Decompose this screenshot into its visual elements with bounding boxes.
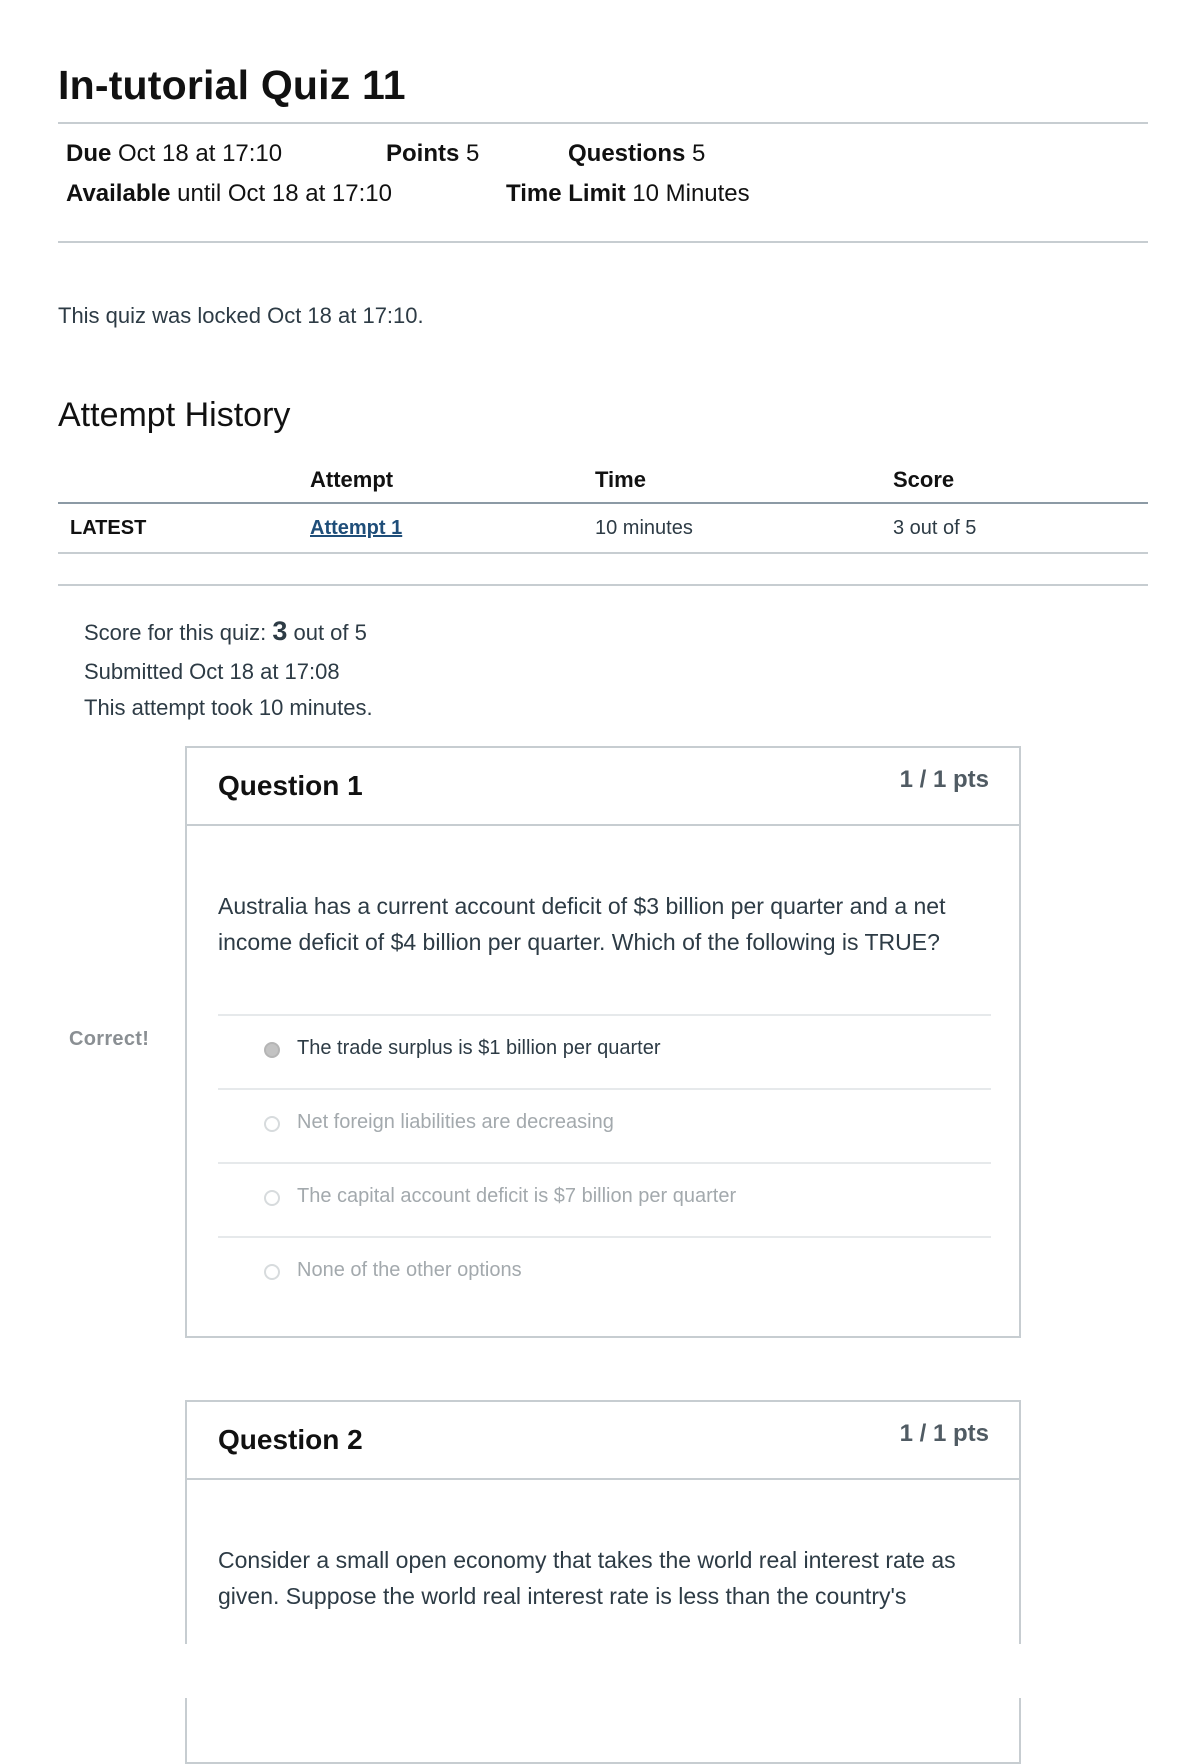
answer-label: Net foreign liabilities are decreasing: [297, 1111, 614, 1133]
table-row: [58, 503, 1148, 553]
answer-option[interactable]: [218, 1014, 991, 1088]
correct-marker-notch: [226, 1018, 244, 1062]
column-header: Attempt: [298, 458, 583, 503]
attempt-duration: This attempt took 10 minutes.: [84, 695, 373, 720]
answer-option[interactable]: [218, 1162, 991, 1236]
radio-icon[interactable]: [264, 1116, 280, 1132]
question-card: [185, 746, 1021, 1338]
divider: [58, 584, 1148, 586]
question-text: Consider a small open economy that takes the world real interest rate as given. Suppose the world real interest rate is less than the country's: [218, 1547, 956, 1609]
divider: [58, 122, 1148, 124]
question-points: 1 / 1 pts: [899, 1420, 989, 1447]
column-header: Time: [583, 458, 881, 503]
question-header: [187, 748, 1019, 826]
questions-info: Questions 5: [568, 140, 706, 167]
due-info: Due Oct 18 at 17:10: [66, 140, 283, 167]
question-points: 1 / 1 pts: [899, 766, 989, 793]
attempt-history-heading: Attempt History: [58, 396, 291, 434]
time-limit-info: Time Limit 10 Minutes: [506, 180, 750, 207]
page-title: In-tutorial Quiz 11: [58, 62, 406, 108]
page-bottom-margin: [0, 1644, 1200, 1698]
radio-icon[interactable]: [264, 1190, 280, 1206]
answer-label: The capital account deficit is $7 billion per quarter: [297, 1185, 737, 1207]
score-summary: Score for this quiz: 3 out of 5: [84, 616, 367, 646]
radio-selected-icon[interactable]: [264, 1042, 280, 1058]
answer-option[interactable]: [218, 1088, 991, 1162]
correct-answer-tag: Correct!: [69, 1028, 150, 1050]
attempt-time: 10 minutes: [583, 503, 881, 553]
attempt-history-table: [58, 458, 1148, 554]
question-header: [187, 1402, 1019, 1480]
question-title: Question 1: [218, 770, 363, 801]
column-header: [58, 458, 298, 503]
radio-icon[interactable]: [264, 1264, 280, 1280]
answer-label: The trade surplus is $1 billion per quarter: [297, 1037, 661, 1059]
column-header: Score: [881, 458, 1148, 503]
score-value: 3: [272, 616, 288, 646]
answer-label: None of the other options: [297, 1259, 522, 1281]
latest-tag: LATEST: [58, 503, 298, 553]
points-info: Points 5: [386, 140, 480, 167]
answer-list: [218, 1014, 991, 1310]
question-title: Question 2: [218, 1424, 363, 1455]
availability-info: Available until Oct 18 at 17:10: [66, 180, 392, 207]
question-card: [185, 1400, 1021, 1764]
locked-message: This quiz was locked Oct 18 at 17:10.: [58, 303, 424, 328]
divider: [58, 241, 1148, 243]
answer-option[interactable]: [218, 1236, 991, 1310]
attempt-link[interactable]: Attempt 1: [310, 516, 403, 539]
submitted-time: Submitted Oct 18 at 17:08: [84, 659, 340, 684]
question-text: Australia has a current account deficit of $3 billion per quarter and a net income deficit of $4 billion per quarter. Which of the following is TRUE?: [218, 893, 946, 955]
attempt-score: 3 out of 5: [881, 503, 1148, 553]
table-header-row: [58, 458, 1148, 503]
